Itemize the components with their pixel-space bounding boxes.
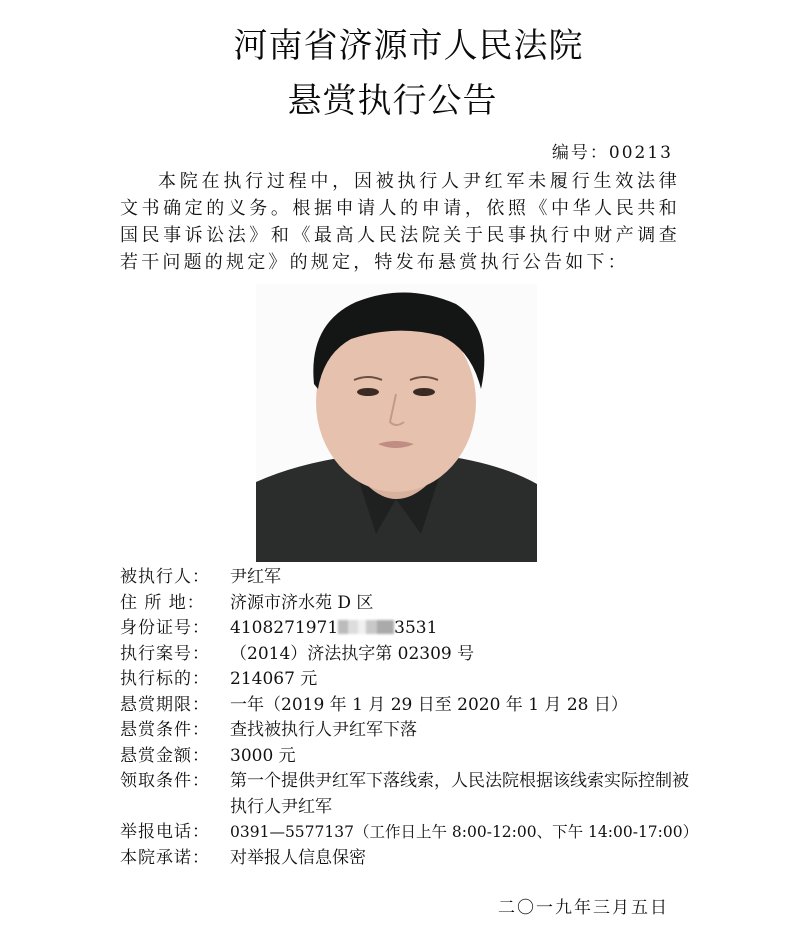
field-label: 执行案号： <box>120 643 210 664</box>
field-case-number <box>120 642 700 668</box>
field-reward-amount <box>120 744 700 770</box>
field-label: 本院承诺： <box>120 847 210 868</box>
field-value: （2014）济法执字第 02309 号 <box>230 643 475 664</box>
field-label: 住 所 地： <box>120 592 205 613</box>
field-claim-condition <box>120 769 700 820</box>
field-value: 214067 元 <box>230 669 318 689</box>
issue-date: 二〇一九年三月五日 <box>498 898 669 918</box>
field-label: 悬赏金额： <box>120 745 210 766</box>
notice-title: 悬赏执行公告 <box>287 81 498 121</box>
field-label: 悬赏条件： <box>120 720 210 740</box>
field-reward-condition <box>120 718 700 744</box>
field-value <box>230 616 700 642</box>
field-court-promise <box>120 846 700 872</box>
field-label: 被执行人： <box>120 567 210 587</box>
field-defendant <box>120 565 700 591</box>
field-label: 举报电话： <box>120 822 210 842</box>
field-value: 济源市济水苑 D 区 <box>230 592 374 613</box>
field-address <box>120 591 700 617</box>
portrait-image <box>256 284 537 562</box>
field-value: 第一个提供尹红军下落线索，人民法院根据该线索实际控制被执行人尹红军 <box>230 771 689 817</box>
defendant-photo <box>256 284 537 562</box>
id-suffix: 3531 <box>394 618 438 638</box>
court-name-title: 河南省济源市人民法院 <box>233 26 584 66</box>
field-value: 0391—5577137（工作日上午 8:00-12:00、下午 14:00-17:00） <box>230 823 699 841</box>
field-value: 查找被执行人尹红军下落 <box>230 720 417 740</box>
id-prefix: 4108271971 <box>230 618 339 638</box>
redacted-blur <box>338 620 394 634</box>
notice-fields <box>120 565 700 871</box>
field-id-number <box>120 616 700 642</box>
field-label: 身份证号： <box>120 618 210 638</box>
field-report-phone <box>120 820 700 846</box>
field-reward-period <box>120 693 700 719</box>
field-label: 执行标的： <box>120 669 210 689</box>
field-value: 一年（2019 年 1 月 29 日至 2020 年 1 月 28 日） <box>230 694 628 715</box>
field-value: 对举报人信息保密 <box>230 847 366 868</box>
serial-number: 编号：00213 <box>551 143 673 163</box>
field-value: 尹红军 <box>230 567 281 587</box>
field-label: 领取条件： <box>120 771 210 791</box>
intro-paragraph: 本院在执行过程中，因被执行人尹红军未履行生效法律文书确定的义务。根据申请人的申请，依照《中华人民共和国民事诉讼法》和《最高人民法院关于民事执行中财产调查若干问题的规定》的规定，特发布悬赏执行公告如下： <box>120 171 680 273</box>
field-value: 3000 元 <box>230 745 296 766</box>
field-label: 悬赏期限： <box>120 694 210 715</box>
field-amount-owed <box>120 667 700 693</box>
